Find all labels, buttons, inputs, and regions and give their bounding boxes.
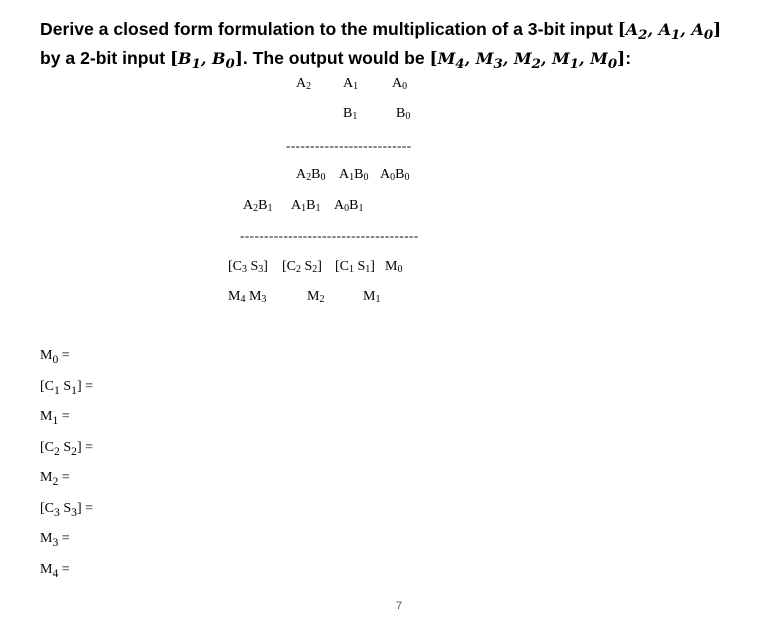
output-m4-m3: $M_4$ $M_3$ (228, 289, 267, 305)
partial-a1b0: $A_1B_0$ (339, 167, 369, 183)
bracket-close: ] (617, 49, 626, 70)
equation-c2-s2: [$C_2$ $S_2$] = (40, 440, 94, 458)
colon: : (625, 48, 632, 69)
input-a-vector: $A_2$, $A_1$, $A_0$ (625, 20, 714, 44)
page-number: 7 (396, 600, 403, 612)
separator-line-1: -------------------------- (286, 139, 412, 153)
equation-m1: $M_1$ = (40, 409, 70, 427)
problem-line-1 (40, 18, 775, 47)
term-b1: $B_1$ (343, 106, 358, 122)
bracket-close: ] (234, 49, 243, 70)
output-m0: $M_0$ (385, 259, 403, 275)
problem-text-3: . The output would be (242, 48, 430, 69)
output-m1: $M_1$ (363, 289, 381, 305)
equation-m0: $M_0$ = (40, 348, 70, 366)
output-m2: $M_2$ (307, 289, 325, 305)
equation-c3-s3: [$C_3$ $S_3$] = (40, 501, 94, 519)
partial-a0b0: $A_0B_0$ (380, 167, 410, 183)
partial-a1b1: $A_1B_1$ (291, 198, 321, 214)
problem-statement (40, 18, 775, 76)
output-m-vector: $M_4$, $M_3$, $M_2$, $M_1$, $M_0$ (437, 49, 618, 73)
term-a0: $A_0$ (392, 76, 408, 92)
bracket-open: [ (617, 20, 626, 40)
problem-text-1: Derive a closed form formulation to the multiplication of a 3-bit input (40, 19, 618, 39)
partial-a2b1: $A_2B_1$ (243, 198, 273, 214)
problem-line-2 (40, 47, 775, 76)
bracket-open: [ (429, 49, 438, 70)
term-b0: $B_0$ (396, 106, 411, 122)
partial-a2b0: $A_2B_0$ (296, 167, 326, 183)
carry-sum-3: [$C_3$ $S_3$] (228, 259, 268, 275)
equation-m4: $M_4$ = (40, 562, 70, 580)
separator-line-2: ------------------------------------- (240, 229, 419, 243)
equation-c1-s1: [$C_1$ $S_1$] = (40, 379, 94, 397)
term-a1: $A_1$ (343, 76, 359, 92)
equation-m2: $M_2$ = (40, 470, 70, 488)
input-b-vector: $B_1$, $B_0$ (178, 49, 235, 73)
bracket-close: ] (713, 20, 722, 40)
carry-sum-2: [$C_2$ $S_2$] (282, 259, 322, 275)
term-a2: $A_2$ (296, 76, 312, 92)
equation-m3: $M_3$ = (40, 531, 70, 549)
partial-a0b1: $A_0B_1$ (334, 198, 364, 214)
carry-sum-1: [$C_1$ $S_1$] (335, 259, 375, 275)
problem-text-2: by a 2-bit input (40, 48, 170, 69)
bracket-open: [ (170, 49, 179, 70)
